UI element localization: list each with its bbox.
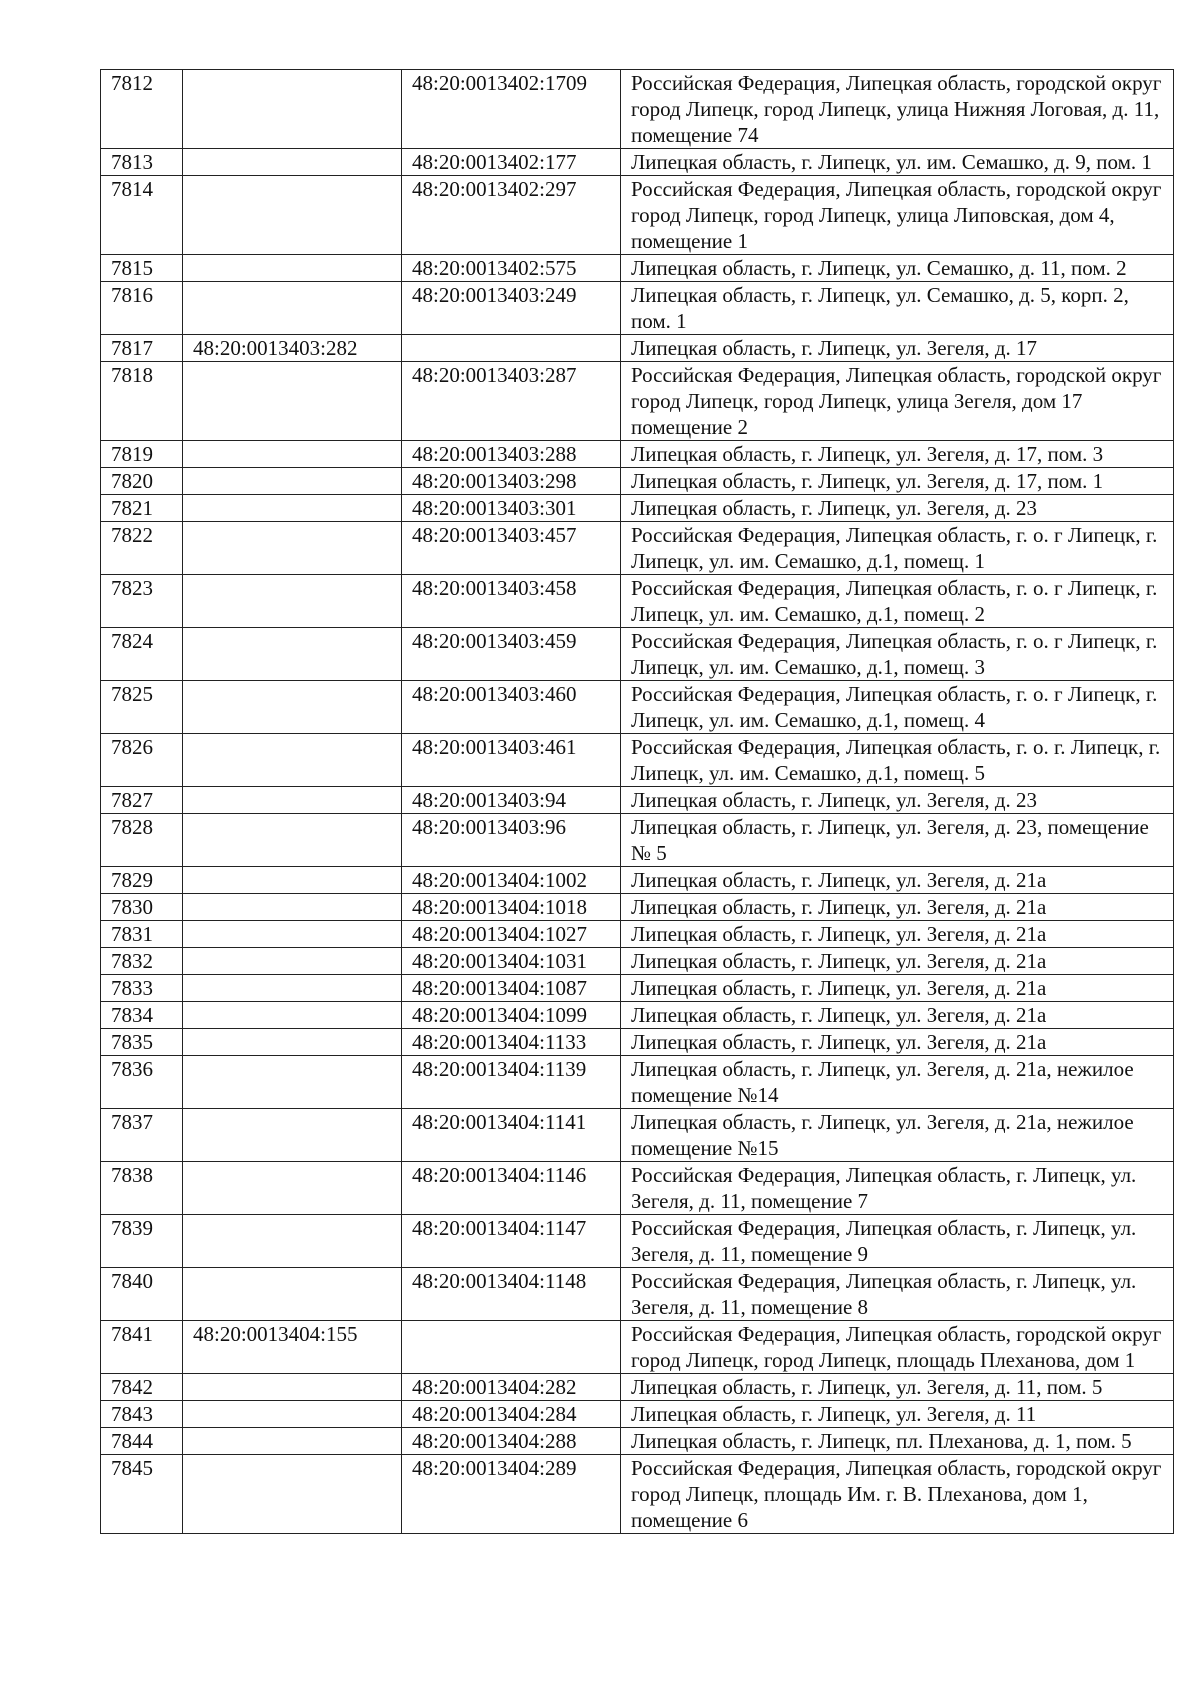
parcel-cadastral-number-cell	[183, 468, 402, 495]
table-row	[101, 1215, 1174, 1268]
address-cell: Липецкая область, г. Липецк, ул. Зегеля, д. 23, помещение № 5	[621, 814, 1174, 867]
address-cell: Липецкая область, г. Липецк, ул. Зегеля, д. 17	[621, 335, 1174, 362]
object-cadastral-number-cell: 48:20:0013403:94	[402, 787, 621, 814]
object-cadastral-number-cell: 48:20:0013404:1148	[402, 1268, 621, 1321]
parcel-cadastral-number-cell	[183, 495, 402, 522]
row-number-cell: 7819	[101, 441, 183, 468]
row-number-cell: 7824	[101, 628, 183, 681]
parcel-cadastral-number-cell	[183, 1401, 402, 1428]
table-row	[101, 70, 1174, 149]
row-number-cell: 7832	[101, 948, 183, 975]
parcel-cadastral-number-cell	[183, 867, 402, 894]
row-number-cell: 7840	[101, 1268, 183, 1321]
object-cadastral-number-cell: 48:20:0013404:1087	[402, 975, 621, 1002]
parcel-cadastral-number-cell	[183, 1215, 402, 1268]
address-cell: Липецкая область, г. Липецк, ул. Семашко, д. 11, пом. 2	[621, 255, 1174, 282]
parcel-cadastral-number-cell	[183, 1056, 402, 1109]
address-cell: Российская Федерация, Липецкая область, г. Липецк, ул. Зегеля, д. 11, помещение 8	[621, 1268, 1174, 1321]
address-cell: Российская Федерация, Липецкая область, г. Липецк, ул. Зегеля, д. 11, помещение 9	[621, 1215, 1174, 1268]
table-row	[101, 975, 1174, 1002]
address-cell: Липецкая область, г. Липецк, ул. Зегеля, д. 21а	[621, 948, 1174, 975]
row-number-cell: 7830	[101, 894, 183, 921]
row-number-cell: 7816	[101, 282, 183, 335]
address-cell: Липецкая область, г. Липецк, ул. им. Семашко, д. 9, пом. 1	[621, 149, 1174, 176]
table-row	[101, 282, 1174, 335]
parcel-cadastral-number-cell	[183, 814, 402, 867]
row-number-cell: 7842	[101, 1374, 183, 1401]
table-row	[101, 1374, 1174, 1401]
row-number-cell: 7813	[101, 149, 183, 176]
address-cell: Липецкая область, г. Липецк, ул. Зегеля, д. 21а	[621, 975, 1174, 1002]
address-cell: Липецкая область, г. Липецк, ул. Зегеля, д. 21а	[621, 894, 1174, 921]
parcel-cadastral-number-cell	[183, 1002, 402, 1029]
object-cadastral-number-cell	[402, 335, 621, 362]
object-cadastral-number-cell: 48:20:0013404:289	[402, 1455, 621, 1534]
address-cell: Российская Федерация, Липецкая область, городской округ город Липецк, город Липецк, улица Нижняя Логовая, д. 11, помещение 74	[621, 70, 1174, 149]
table-row	[101, 441, 1174, 468]
object-cadastral-number-cell: 48:20:0013404:1031	[402, 948, 621, 975]
row-number-cell: 7820	[101, 468, 183, 495]
parcel-cadastral-number-cell	[183, 362, 402, 441]
object-cadastral-number-cell: 48:20:0013403:288	[402, 441, 621, 468]
object-cadastral-number-cell: 48:20:0013404:288	[402, 1428, 621, 1455]
address-cell: Липецкая область, г. Липецк, ул. Зегеля, д. 17, пом. 3	[621, 441, 1174, 468]
object-cadastral-number-cell: 48:20:0013404:284	[402, 1401, 621, 1428]
parcel-cadastral-number-cell	[183, 628, 402, 681]
row-number-cell: 7826	[101, 734, 183, 787]
row-number-cell: 7839	[101, 1215, 183, 1268]
table-row	[101, 176, 1174, 255]
row-number-cell: 7815	[101, 255, 183, 282]
address-cell: Российская Федерация, Липецкая область, г. о. г Липецк, г. Липецк, ул. им. Семашко, д.1, помещ. 3	[621, 628, 1174, 681]
parcel-cadastral-number-cell	[183, 176, 402, 255]
address-cell: Липецкая область, г. Липецк, ул. Зегеля, д. 21а, нежилое помещение №15	[621, 1109, 1174, 1162]
row-number-cell: 7844	[101, 1428, 183, 1455]
table-row	[101, 1029, 1174, 1056]
table-row	[101, 1002, 1174, 1029]
row-number-cell: 7812	[101, 70, 183, 149]
parcel-cadastral-number-cell	[183, 1428, 402, 1455]
table-row	[101, 575, 1174, 628]
address-cell: Российская Федерация, Липецкая область, городской округ город Липецк, город Липецк, площадь Плеханова, дом 1	[621, 1321, 1174, 1374]
parcel-cadastral-number-cell	[183, 441, 402, 468]
row-number-cell: 7835	[101, 1029, 183, 1056]
address-cell: Липецкая область, г. Липецк, ул. Зегеля, д. 21а	[621, 1002, 1174, 1029]
parcel-cadastral-number-cell	[183, 282, 402, 335]
table-row	[101, 1162, 1174, 1215]
address-cell: Липецкая область, г. Липецк, пл. Плеханова, д. 1, пом. 5	[621, 1428, 1174, 1455]
object-cadastral-number-cell: 48:20:0013404:1027	[402, 921, 621, 948]
address-cell: Липецкая область, г. Липецк, ул. Зегеля, д. 11	[621, 1401, 1174, 1428]
registry-table-body	[101, 70, 1174, 1534]
table-row	[101, 1268, 1174, 1321]
object-cadastral-number-cell: 48:20:0013404:1099	[402, 1002, 621, 1029]
row-number-cell: 7818	[101, 362, 183, 441]
address-cell: Липецкая область, г. Липецк, ул. Семашко, д. 5, корп. 2, пом. 1	[621, 282, 1174, 335]
table-row	[101, 362, 1174, 441]
table-row	[101, 522, 1174, 575]
parcel-cadastral-number-cell	[183, 948, 402, 975]
row-number-cell: 7822	[101, 522, 183, 575]
parcel-cadastral-number-cell	[183, 1455, 402, 1534]
table-row	[101, 1056, 1174, 1109]
table-row	[101, 814, 1174, 867]
parcel-cadastral-number-cell	[183, 681, 402, 734]
address-cell: Российская Федерация, Липецкая область, городской округ город Липецк, площадь Им. г. В. Плеханова, дом 1, помещение 6	[621, 1455, 1174, 1534]
table-row	[101, 628, 1174, 681]
row-number-cell: 7843	[101, 1401, 183, 1428]
parcel-cadastral-number-cell	[183, 921, 402, 948]
address-cell: Липецкая область, г. Липецк, ул. Зегеля, д. 21а, нежилое помещение №14	[621, 1056, 1174, 1109]
object-cadastral-number-cell: 48:20:0013403:458	[402, 575, 621, 628]
property-registry-table	[100, 69, 1174, 1534]
table-row	[101, 335, 1174, 362]
object-cadastral-number-cell	[402, 1321, 621, 1374]
table-row	[101, 948, 1174, 975]
address-cell: Российская Федерация, Липецкая область, г. о. г Липецк, г. Липецк, ул. им. Семашко, д.1, помещ. 2	[621, 575, 1174, 628]
object-cadastral-number-cell: 48:20:0013403:459	[402, 628, 621, 681]
parcel-cadastral-number-cell	[183, 787, 402, 814]
parcel-cadastral-number-cell	[183, 522, 402, 575]
table-row	[101, 734, 1174, 787]
object-cadastral-number-cell: 48:20:0013404:1002	[402, 867, 621, 894]
object-cadastral-number-cell: 48:20:0013403:249	[402, 282, 621, 335]
table-row	[101, 1455, 1174, 1534]
object-cadastral-number-cell: 48:20:0013403:457	[402, 522, 621, 575]
row-number-cell: 7838	[101, 1162, 183, 1215]
parcel-cadastral-number-cell	[183, 1374, 402, 1401]
address-cell: Липецкая область, г. Липецк, ул. Зегеля, д. 23	[621, 495, 1174, 522]
row-number-cell: 7834	[101, 1002, 183, 1029]
address-cell: Липецкая область, г. Липецк, ул. Зегеля, д. 21а	[621, 1029, 1174, 1056]
row-number-cell: 7814	[101, 176, 183, 255]
parcel-cadastral-number-cell: 48:20:0013404:155	[183, 1321, 402, 1374]
table-row	[101, 1321, 1174, 1374]
table-row	[101, 1401, 1174, 1428]
object-cadastral-number-cell: 48:20:0013403:96	[402, 814, 621, 867]
address-cell: Российская Федерация, Липецкая область, г. о. г. Липецк, г. Липецк, ул. им. Семашко, д.1, помещ. 5	[621, 734, 1174, 787]
table-row	[101, 468, 1174, 495]
parcel-cadastral-number-cell	[183, 1029, 402, 1056]
table-row	[101, 255, 1174, 282]
parcel-cadastral-number-cell: 48:20:0013403:282	[183, 335, 402, 362]
parcel-cadastral-number-cell	[183, 734, 402, 787]
address-cell: Липецкая область, г. Липецк, ул. Зегеля, д. 23	[621, 787, 1174, 814]
address-cell: Российская Федерация, Липецкая область, г. Липецк, ул. Зегеля, д. 11, помещение 7	[621, 1162, 1174, 1215]
address-cell: Российская Федерация, Липецкая область, г. о. г Липецк, г. Липецк, ул. им. Семашко, д.1, помещ. 4	[621, 681, 1174, 734]
parcel-cadastral-number-cell	[183, 975, 402, 1002]
object-cadastral-number-cell: 48:20:0013404:1141	[402, 1109, 621, 1162]
object-cadastral-number-cell: 48:20:0013404:1139	[402, 1056, 621, 1109]
row-number-cell: 7833	[101, 975, 183, 1002]
table-row	[101, 1109, 1174, 1162]
object-cadastral-number-cell: 48:20:0013404:1146	[402, 1162, 621, 1215]
row-number-cell: 7845	[101, 1455, 183, 1534]
object-cadastral-number-cell: 48:20:0013402:575	[402, 255, 621, 282]
row-number-cell: 7836	[101, 1056, 183, 1109]
table-row	[101, 787, 1174, 814]
table-row	[101, 921, 1174, 948]
row-number-cell: 7821	[101, 495, 183, 522]
row-number-cell: 7817	[101, 335, 183, 362]
object-cadastral-number-cell: 48:20:0013402:177	[402, 149, 621, 176]
row-number-cell: 7831	[101, 921, 183, 948]
row-number-cell: 7841	[101, 1321, 183, 1374]
object-cadastral-number-cell: 48:20:0013403:298	[402, 468, 621, 495]
table-row	[101, 867, 1174, 894]
row-number-cell: 7828	[101, 814, 183, 867]
object-cadastral-number-cell: 48:20:0013402:1709	[402, 70, 621, 149]
row-number-cell: 7825	[101, 681, 183, 734]
address-cell: Российская Федерация, Липецкая область, городской округ город Липецк, город Липецк, улица Липовская, дом 4, помещение 1	[621, 176, 1174, 255]
row-number-cell: 7827	[101, 787, 183, 814]
object-cadastral-number-cell: 48:20:0013402:297	[402, 176, 621, 255]
parcel-cadastral-number-cell	[183, 70, 402, 149]
address-cell: Липецкая область, г. Липецк, ул. Зегеля, д. 21а	[621, 921, 1174, 948]
table-row	[101, 149, 1174, 176]
object-cadastral-number-cell: 48:20:0013403:460	[402, 681, 621, 734]
parcel-cadastral-number-cell	[183, 1109, 402, 1162]
table-row	[101, 894, 1174, 921]
address-cell: Российская Федерация, Липецкая область, г. о. г Липецк, г. Липецк, ул. им. Семашко, д.1, помещ. 1	[621, 522, 1174, 575]
object-cadastral-number-cell: 48:20:0013403:287	[402, 362, 621, 441]
object-cadastral-number-cell: 48:20:0013403:301	[402, 495, 621, 522]
table-row	[101, 495, 1174, 522]
address-cell: Липецкая область, г. Липецк, ул. Зегеля, д. 11, пом. 5	[621, 1374, 1174, 1401]
address-cell: Липецкая область, г. Липецк, ул. Зегеля, д. 21а	[621, 867, 1174, 894]
parcel-cadastral-number-cell	[183, 149, 402, 176]
parcel-cadastral-number-cell	[183, 894, 402, 921]
object-cadastral-number-cell: 48:20:0013404:1018	[402, 894, 621, 921]
table-row	[101, 681, 1174, 734]
object-cadastral-number-cell: 48:20:0013404:1133	[402, 1029, 621, 1056]
parcel-cadastral-number-cell	[183, 1162, 402, 1215]
object-cadastral-number-cell: 48:20:0013404:282	[402, 1374, 621, 1401]
row-number-cell: 7829	[101, 867, 183, 894]
row-number-cell: 7837	[101, 1109, 183, 1162]
parcel-cadastral-number-cell	[183, 255, 402, 282]
parcel-cadastral-number-cell	[183, 575, 402, 628]
object-cadastral-number-cell: 48:20:0013404:1147	[402, 1215, 621, 1268]
object-cadastral-number-cell: 48:20:0013403:461	[402, 734, 621, 787]
parcel-cadastral-number-cell	[183, 1268, 402, 1321]
table-row	[101, 1428, 1174, 1455]
address-cell: Российская Федерация, Липецкая область, городской округ город Липецк, город Липецк, улица Зегеля, дом 17 помещение 2	[621, 362, 1174, 441]
row-number-cell: 7823	[101, 575, 183, 628]
address-cell: Липецкая область, г. Липецк, ул. Зегеля, д. 17, пом. 1	[621, 468, 1174, 495]
